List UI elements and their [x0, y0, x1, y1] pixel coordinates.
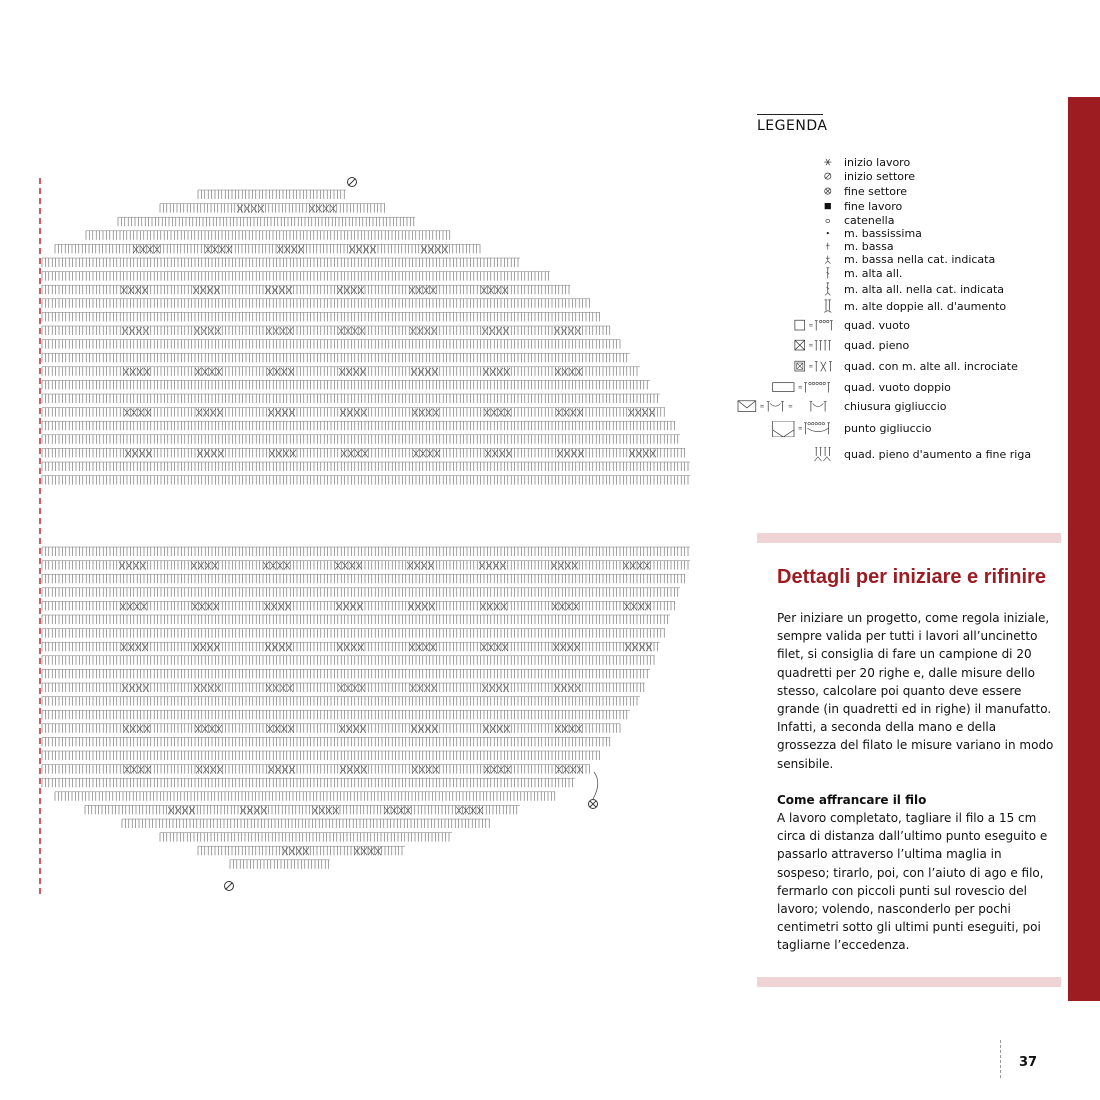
chart-bottom-row	[42, 669, 650, 678]
legend-item-label: inizio lavoro	[844, 156, 911, 169]
end-sector-icon	[589, 800, 598, 809]
chart-bottom-stitches	[42, 697, 637, 706]
page-number-rule	[1000, 1040, 1001, 1078]
chart-bottom-stitches	[42, 778, 572, 787]
legend-item	[730, 380, 1050, 396]
chart-top-stitches	[86, 231, 450, 240]
chart-top-row	[42, 394, 660, 403]
chart-top-row	[42, 258, 520, 267]
chart-bottom-stitches	[55, 792, 555, 801]
page-number: 37	[1019, 1055, 1038, 1070]
chart-top-row	[160, 204, 385, 213]
chart-bottom-row	[42, 656, 655, 665]
filled-crossed-square-icon	[730, 338, 842, 354]
chart-bottom-stitches	[42, 656, 654, 665]
chart-bottom-stitches	[42, 751, 600, 760]
chart-top-stitches	[118, 217, 414, 226]
slashed-circle-icon	[730, 169, 842, 185]
chart-top-row	[42, 435, 680, 444]
accent-side-bar	[1068, 97, 1100, 1001]
chart-top-stitches	[42, 435, 678, 444]
chart-top-stitches	[42, 353, 627, 362]
legend-item	[730, 169, 1050, 185]
chart-bottom-stitches	[85, 805, 517, 814]
legend-item-label: m. alte doppie all. d'aumento	[844, 300, 1007, 313]
chart-top-row	[55, 244, 480, 253]
chart-bottom-stitches	[42, 669, 647, 678]
lily-stitch-icon	[730, 421, 842, 437]
chart-bottom-stitches	[42, 737, 610, 746]
chart-bottom-stitches	[42, 615, 668, 624]
chart-top-stitches	[42, 394, 657, 403]
chart-bottom-row	[42, 737, 610, 746]
chart-top-row	[42, 380, 650, 389]
chart-top-row	[42, 408, 665, 417]
increase-stitch-icon	[730, 447, 842, 463]
chart-top-row	[86, 231, 450, 240]
empty-square-icon	[730, 318, 842, 334]
legend-item	[730, 184, 1050, 200]
chart-top-stitches	[42, 272, 549, 281]
chart-bottom-row	[42, 615, 670, 624]
forked-tall-stitch-icon	[730, 282, 842, 298]
legend-item-label: m. alta all.	[844, 267, 903, 280]
chart-bottom-stitches	[230, 860, 329, 869]
legend-item-label: m. bassissima	[844, 227, 922, 240]
chart-bottom-row	[42, 697, 640, 706]
legend-title: LEGENDA	[757, 118, 828, 134]
legend-item-label: fine lavoro	[844, 200, 903, 213]
chart-bottom-row	[198, 846, 405, 855]
chart-bottom-stitches	[160, 833, 449, 842]
chart-top-stitches	[42, 462, 688, 471]
chart-top-row	[42, 340, 620, 349]
chart-top-row	[42, 272, 550, 281]
legend-item	[730, 318, 1050, 334]
legend-item-label: punto gigliuccio	[844, 422, 932, 435]
lily-closure-icon	[730, 399, 842, 415]
chart-bottom-row	[55, 792, 555, 801]
chart-bottom-row	[42, 601, 675, 610]
chart-top-stitches	[160, 204, 384, 213]
double-empty-square-icon	[730, 380, 842, 396]
chart-bottom-crossed-squares	[124, 766, 583, 774]
chart-bottom-stitches	[122, 819, 489, 828]
chart-bottom-row	[42, 561, 690, 570]
chart-top-row	[42, 476, 690, 485]
chart-top-row	[118, 217, 415, 226]
details-section	[777, 566, 1057, 955]
legend-item-label: m. bassa	[844, 240, 894, 253]
chart-bottom-row	[42, 778, 575, 787]
chart-top-row	[42, 299, 590, 308]
legend-item	[730, 359, 1050, 375]
chart-bottom-stitches	[42, 629, 664, 638]
legend-item-label: quad. pieno	[844, 339, 910, 352]
legend-item	[730, 266, 1050, 282]
chart-top-stitches	[55, 244, 480, 253]
crossed-circle-icon	[730, 184, 842, 200]
legend-item-label: chiusura gigliuccio	[844, 400, 947, 413]
legend-item	[730, 299, 1050, 315]
chart-top-crossed-squares	[124, 409, 655, 417]
crossed-square-icon	[730, 359, 842, 375]
chart-bottom-row	[42, 765, 590, 774]
legend-item	[730, 338, 1050, 354]
chart-bottom-stitches	[42, 547, 688, 556]
chart-top-stitches	[42, 299, 589, 308]
details-title: Dettagli per iniziare e rifinire	[777, 566, 1046, 588]
chart-bottom-row	[42, 629, 665, 638]
legend-item-label: m. alta all. nella cat. indicata	[844, 283, 1004, 296]
legend-item	[730, 421, 1050, 437]
chart-bottom-row	[42, 574, 685, 583]
legend-item	[730, 282, 1050, 298]
chart-top-stitches	[42, 380, 647, 389]
chart-top-stitches	[42, 258, 518, 267]
legend	[730, 112, 1050, 472]
legend-item	[730, 447, 1050, 463]
chart-bottom-row	[42, 547, 690, 556]
pink-divider-top	[757, 533, 1061, 543]
chart-top-stitches	[42, 476, 688, 485]
legend-item-label: m. bassa nella cat. indicata	[844, 253, 996, 266]
double-tall-stitch-icon	[730, 299, 842, 315]
pink-divider-bottom	[757, 977, 1061, 987]
chart-bottom-row	[42, 588, 680, 597]
legend-item-label: quad. con m. alte all. incrociate	[844, 360, 1018, 373]
details-subheading: Come affrancare il filo	[777, 792, 927, 807]
chart-top-stitches	[42, 312, 600, 321]
legend-item-label: fine settore	[844, 185, 908, 198]
chart-top-crossed-squares	[133, 245, 448, 253]
chart-bottom-row	[160, 833, 452, 842]
chart-bottom-row	[230, 860, 330, 869]
chart-bottom-row	[42, 751, 600, 760]
chart-bottom-stitches	[42, 574, 685, 583]
chart-bottom-stitches	[42, 710, 627, 719]
chart-top-row	[42, 285, 570, 294]
legend-item-label: quad. pieno d'aumento a fine riga	[844, 448, 1032, 461]
tall-stitch-icon	[730, 266, 842, 282]
legend-rule	[757, 114, 823, 115]
chart-top-row	[42, 326, 610, 335]
chart-bottom-row	[122, 819, 490, 828]
details-intro-paragraph: Per iniziare un progetto, come regola iniziale, sempre valida per tutti i lavori all’uncinetto filet, si consiglia di fare un campione di 20 quadretti per 20 righe e, dalle misure dello stesso, calcolare poi quanto deve essere grande (in quadretti ed in righe) il manufatto. Infatti, a seconda della mano e della grossezza del filato le misure variano in modo sensibile.	[777, 611, 1054, 771]
legend-item	[730, 399, 1050, 415]
details-body-paragraph: A lavoro completato, tagliare il filo a 15 cm circa di distanza dall’ultimo punto eseguito e passarlo attraverso l’ultima maglia in sospeso; tirarlo, poi, con l’aiuto di ago e filo, fermarlo con piccoli punti sul rovescio del lavoro; volendo, nasconderlo per pochi centimetri sotto gli ultimi punti eseguiti, poi tagliarne l’eccedenza.	[777, 811, 1048, 953]
chart-top-row	[42, 353, 630, 362]
chart-bottom-crossed-squares	[168, 806, 483, 814]
chart-bottom-stitches	[42, 588, 678, 597]
start-sector-icon-bottom	[225, 882, 234, 891]
chart-bottom-row	[42, 724, 620, 733]
chart-bottom-row	[42, 642, 660, 651]
chart-top-row	[42, 312, 600, 321]
chart-top-row	[42, 367, 640, 376]
legend-item-label: catenella	[844, 214, 895, 227]
start-sector-icon	[348, 178, 357, 187]
chart-top-stitches	[42, 421, 674, 430]
chart-bottom-row	[85, 805, 520, 814]
chart-top-row	[42, 448, 685, 457]
chart-top-stitches	[42, 340, 620, 349]
chart-top-row	[42, 462, 690, 471]
chart-top-row	[198, 190, 346, 199]
chart-top-row	[42, 421, 675, 430]
chart-top-crossed-squares	[125, 449, 656, 457]
chart-top-stitches	[198, 190, 344, 199]
legend-item-label: quad. vuoto	[844, 319, 910, 332]
legend-item-label: quad. vuoto doppio	[844, 381, 951, 394]
chart-bottom-row	[42, 710, 630, 719]
thread-end-curve	[593, 772, 598, 799]
chart-lower-half	[42, 547, 690, 869]
chart-bottom-row	[42, 683, 645, 692]
legend-item-label: inizio settore	[844, 170, 916, 183]
chart-upper-half	[42, 190, 690, 485]
